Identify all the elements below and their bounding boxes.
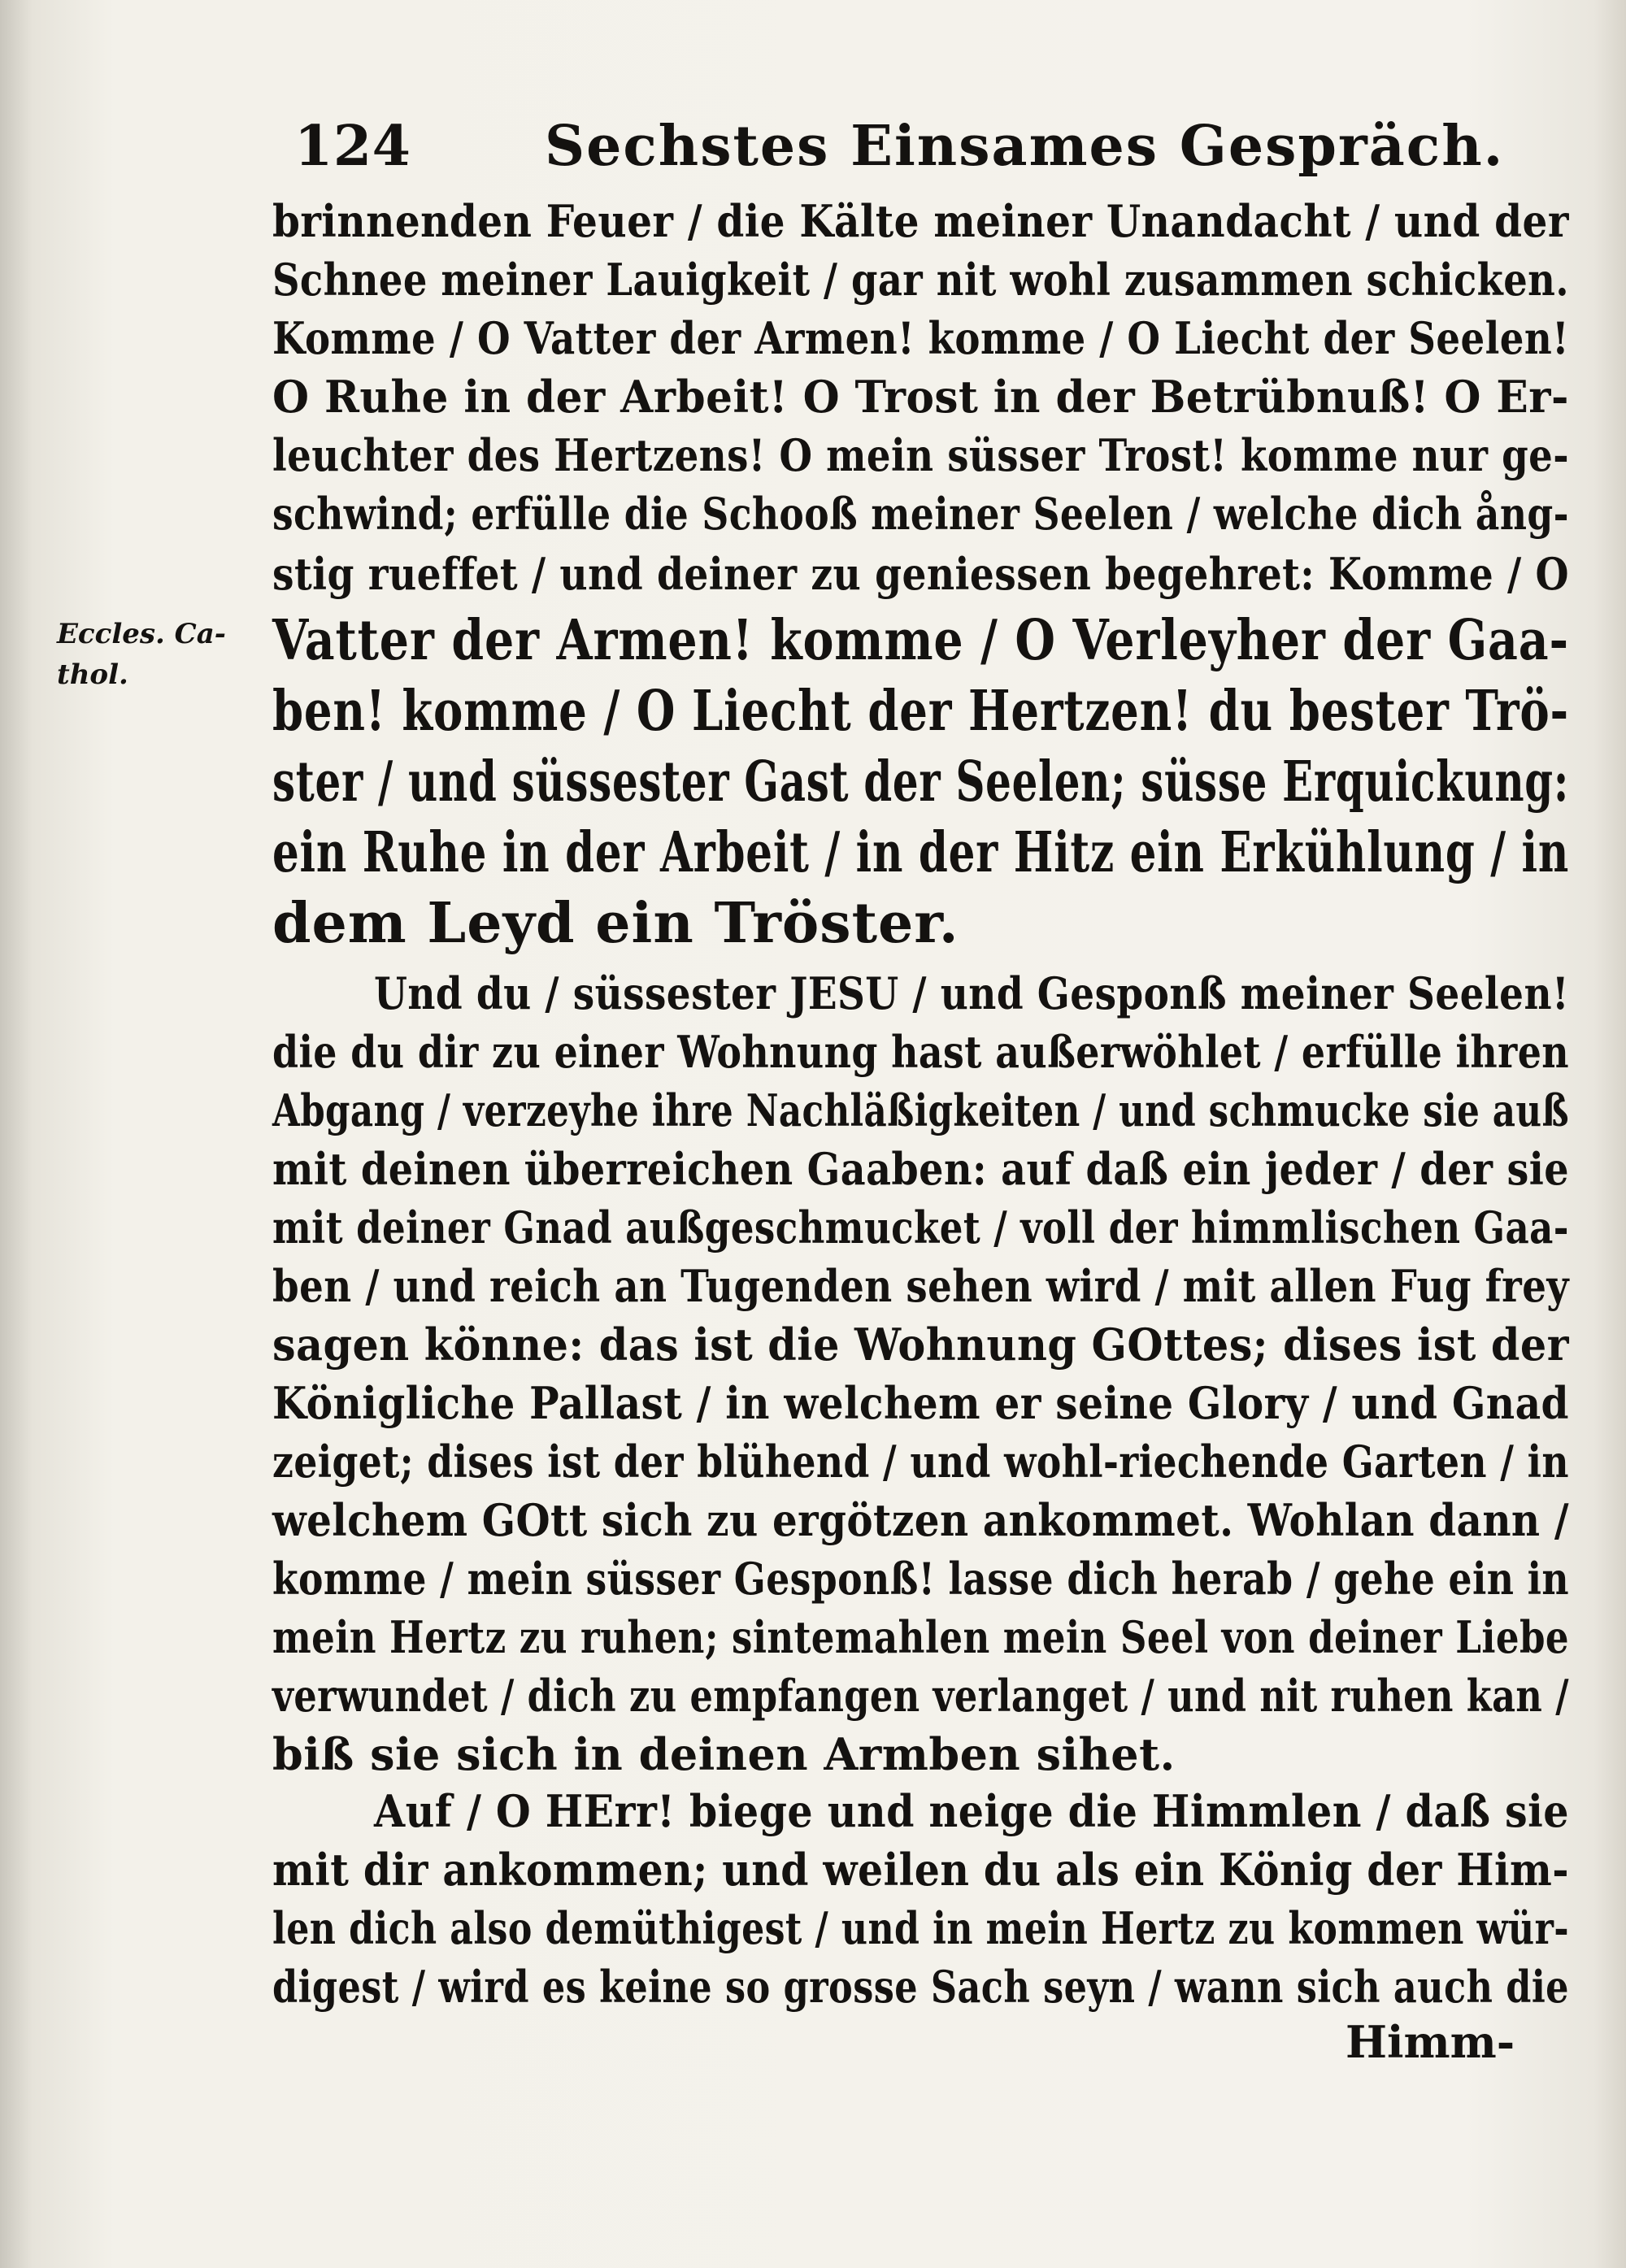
text-line: biß sie sich in deinen Armben sihet.	[272, 1728, 1176, 1780]
text-line: brinnenden Feuer / die Kälte meiner Unandacht / und der	[272, 195, 1569, 247]
text-line: mit deiner Gnad außgeschmucket / voll der himmlischen Gaa-	[272, 1201, 1569, 1253]
paragraph-start-line: Und du / süssester JESU / und Gesponß meiner Seelen!	[374, 967, 1570, 1019]
text-line: Abgang / verzeyhe ihre Nachläßigkeiten / und schmucke sie auß	[272, 1084, 1569, 1136]
text-line: komme / mein süsser Gesponß! lasse dich herab / gehe ein in	[272, 1553, 1570, 1605]
text-line: die du dir zu einer Wohnung hast außerwöhlet / erfülle ihren	[272, 1026, 1570, 1078]
text-line: schwind; erfülle die Schooß meiner Seelen / welche dich ång-	[272, 488, 1569, 540]
margin-note-line-1: Eccles. Ca-	[57, 618, 226, 650]
text-line: mit dir ankommen; und weilen du als ein König der Him-	[272, 1844, 1570, 1896]
text-line: Schnee meiner Lauigkeit / gar nit wohl zusammen schicken.	[272, 254, 1569, 306]
text-line: mein Hertz zu ruhen; sintemahlen mein Seel von deiner Liebe	[272, 1611, 1570, 1663]
text-line: ben / und reich an Tugenden sehen wird / mit allen Fug frey	[272, 1260, 1569, 1312]
running-title: Sechstes Einsames Gespräch.	[545, 114, 1505, 179]
text-line: O Ruhe in der Arbeit! O Trost in der Betrübnuß! O Er-	[272, 371, 1569, 423]
text-line-large: Vatter der Armen! komme / O Verleyher der Gaa-	[272, 608, 1569, 673]
text-line: len dich also demüthigest / und in mein Hertz zu kommen wür-	[272, 1902, 1570, 1954]
paragraph-start-line: Auf / O HErr! biege und neige die Himmlen / daß sie	[374, 1785, 1569, 1837]
text-line: sagen könne: das ist die Wohnung GOttes; dises ist der	[272, 1319, 1569, 1371]
text-line-large: ben! komme / O Liecht der Hertzen! du bester Trö-	[272, 679, 1569, 744]
text-line: leuchter des Hertzens! O mein süsser Trost! komme nur ge-	[272, 429, 1570, 481]
text-line: Komme / O Vatter der Armen! komme / O Liecht der Seelen!	[272, 312, 1570, 364]
text-line: welchem GOtt sich zu ergötzen ankommet. Wohlan dann /	[272, 1494, 1569, 1546]
text-line: verwundet / dich zu empfangen verlanget / und nit ruhen kan /	[272, 1670, 1569, 1722]
text-line: Königliche Pallast / in welchem er seine Glory / und Gnad	[272, 1377, 1569, 1429]
text-line: digest / wird es keine so grosse Sach seyn / wann sich auch die	[272, 1961, 1569, 2013]
text-line: mit deinen überreichen Gaaben: auf daß ein jeder / der sie	[272, 1143, 1570, 1195]
page-number: 124	[294, 114, 411, 179]
text-line-large: ein Ruhe in der Arbeit / in der Hitz ein Erkühlung / in	[272, 820, 1570, 885]
text-line: zeiget; dises ist der blühend / und wohl-riechende Garten / in	[272, 1436, 1569, 1488]
catchword: Himm-	[1346, 2016, 1515, 2068]
text-line-large: ster / und süssester Gast der Seelen; süsse Erquickung:	[272, 749, 1570, 815]
text-line: stig rueffet / und deiner zu geniessen begehret: Komme / O	[272, 548, 1569, 600]
margin-note-line-2: thol.	[57, 658, 128, 691]
text-line-large: dem Leyd ein Tröster.	[272, 891, 959, 956]
